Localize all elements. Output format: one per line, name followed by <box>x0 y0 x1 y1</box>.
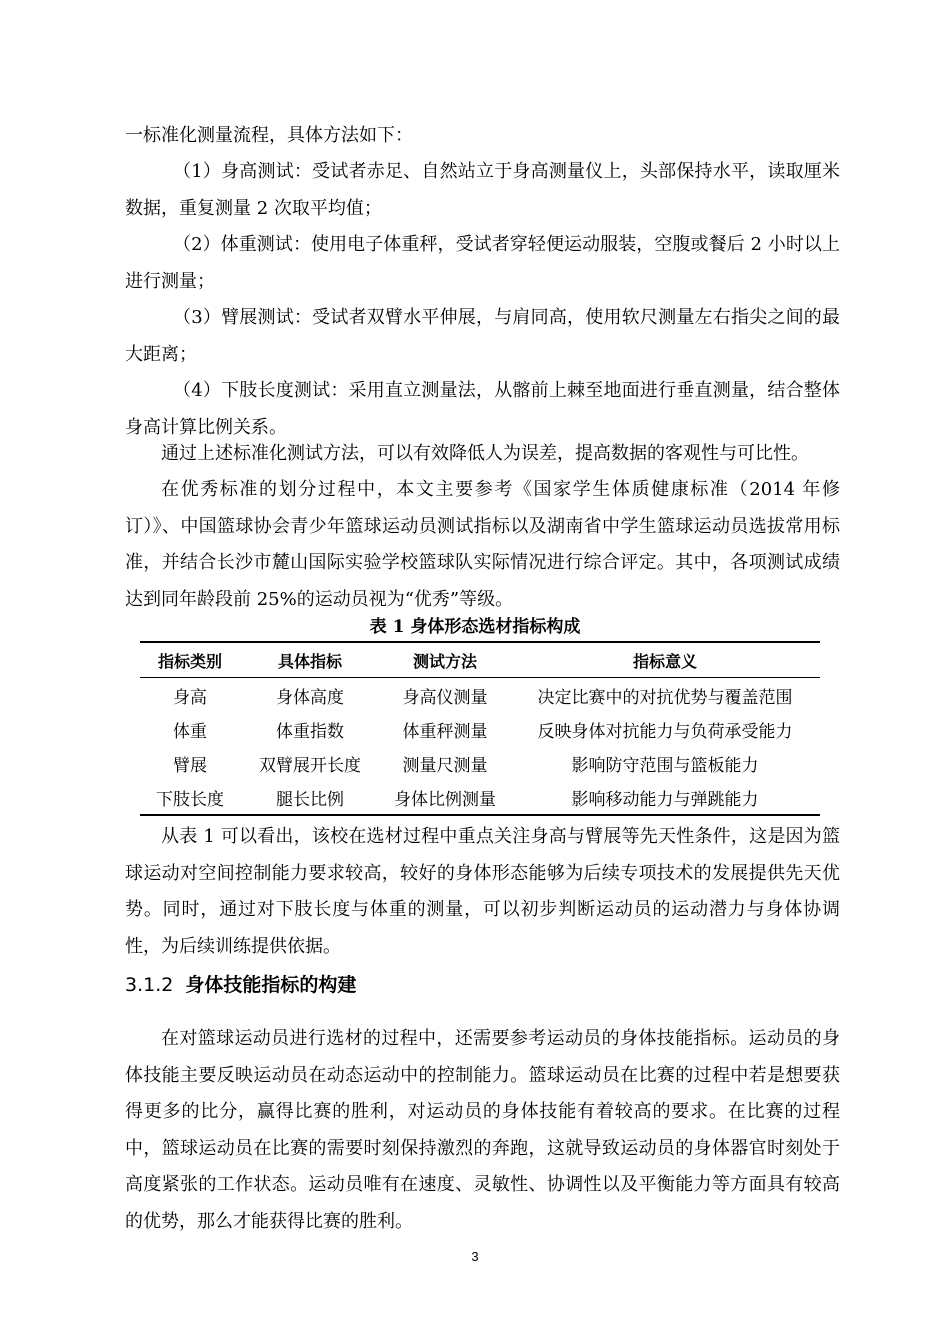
table-cell: 臂展 <box>173 755 207 776</box>
section-number: 3.1.2 <box>125 974 174 996</box>
table-cell: 身高仪测量 <box>402 687 488 708</box>
intro-paragraph: 一标准化测量流程，具体方法如下： <box>125 125 413 146</box>
table-cell: 体重 <box>173 721 207 742</box>
section-title: 身体技能指标的构建 <box>185 974 357 996</box>
table-row <box>140 678 820 713</box>
table-cell: 决定比赛中的对抗优势与覆盖范围 <box>537 687 793 708</box>
summary-paragraph: 通过上述标准化测试方法，可以有效降低人为误差，提高数据的客观性与可比性。 <box>161 443 809 464</box>
page-number: 3 <box>471 1249 479 1264</box>
list-item-weight-test: （2）体重测试：使用电子体重秤，受试者穿轻便运动服装，空腹或餐后 2 小时以上进行测量； <box>125 234 840 292</box>
table-cell: 体重指数 <box>276 721 344 742</box>
section-heading <box>125 968 356 1002</box>
standards-paragraph: 在优秀标准的划分过程中，本文主要参考《国家学生体质健康标准（2014 年修订）》、中国篮球协会青少年篮球运动员测试指标以及湖南省中学生篮球运动员选拔常用标准，并结合长沙市麓山国际实验学校篮球队实际情况进行综合评定。其中，各项测试成绩达到同年龄段前 25%的运动员视为“优秀”等级。 <box>125 479 840 610</box>
column-header: 具体指标 <box>240 642 380 678</box>
table-header-row <box>140 642 820 678</box>
table-caption: 表 1 身体形态选材指标构成 <box>369 617 581 637</box>
table-cell: 腿长比例 <box>276 789 344 810</box>
table-cell: 测量尺测量 <box>402 755 488 776</box>
table-cell: 下肢长度 <box>156 789 224 810</box>
table-cell: 影响防守范围与篮板能力 <box>571 755 759 776</box>
table-cell: 反映身体对抗能力与负荷承受能力 <box>537 721 793 742</box>
column-header: 指标意义 <box>510 642 820 678</box>
table-cell: 身体比例测量 <box>394 789 496 810</box>
table-row <box>140 712 820 746</box>
table-cell: 体重秤测量 <box>402 721 488 742</box>
list-item-height-test: （1）身高测试：受试者赤足、自然站立于身高测量仪上，头部保持水平，读取厘米数据，重复测量 2 次取平均值； <box>125 161 840 219</box>
column-header: 指标类别 <box>140 642 240 678</box>
table-cell: 身体高度 <box>276 687 344 708</box>
body-shape-indicator-table <box>140 641 820 816</box>
analysis-paragraph: 从表 1 可以看出，该校在选材过程中重点关注身高与臂展等先天性条件，这是因为篮球运动对空间控制能力要求较高，较好的身体形态能够为后续专项技术的发展提供先天优势。同时，通过对下肢长度与体重的测量，可以初步判断运动员的运动潜力与身体协调性，为后续训练提供依据。 <box>125 826 840 957</box>
skills-paragraph: 在对篮球运动员进行选材的过程中，还需要参考运动员的身体技能指标。运动员的身体技能主要反映运动员在动态运动中的控制能力。篮球运动员在比赛的过程中若是想要获得更多的比分，赢得比赛的胜利，对运动员的身体技能有着较高的要求。在比赛的过程中，篮球运动员在比赛的需要时刻保持激烈的奔跑，这就导致运动员的身体器官时刻处于高度紧张的工作状态。运动员唯有在速度、灵敏性、协调性以及平衡能力等方面具有较高的优势，那么才能获得比赛的胜利。 <box>125 1028 840 1232</box>
table-cell: 身高 <box>173 687 207 708</box>
list-item-leg-length-test: （4）下肢长度测试：采用直立测量法，从髂前上棘至地面进行垂直测量，结合整体身高计算比例关系。 <box>125 380 840 438</box>
list-item-armspan-test: （3）臂展测试：受试者双臂水平伸展，与肩同高，使用软尺测量左右指尖之间的最大距离； <box>125 307 840 365</box>
table-cell: 影响移动能力与弹跳能力 <box>571 789 759 810</box>
table-cell: 双臂展开长度 <box>259 755 361 776</box>
column-header: 测试方法 <box>380 642 510 678</box>
table-row <box>140 746 820 780</box>
table-row <box>140 780 820 815</box>
